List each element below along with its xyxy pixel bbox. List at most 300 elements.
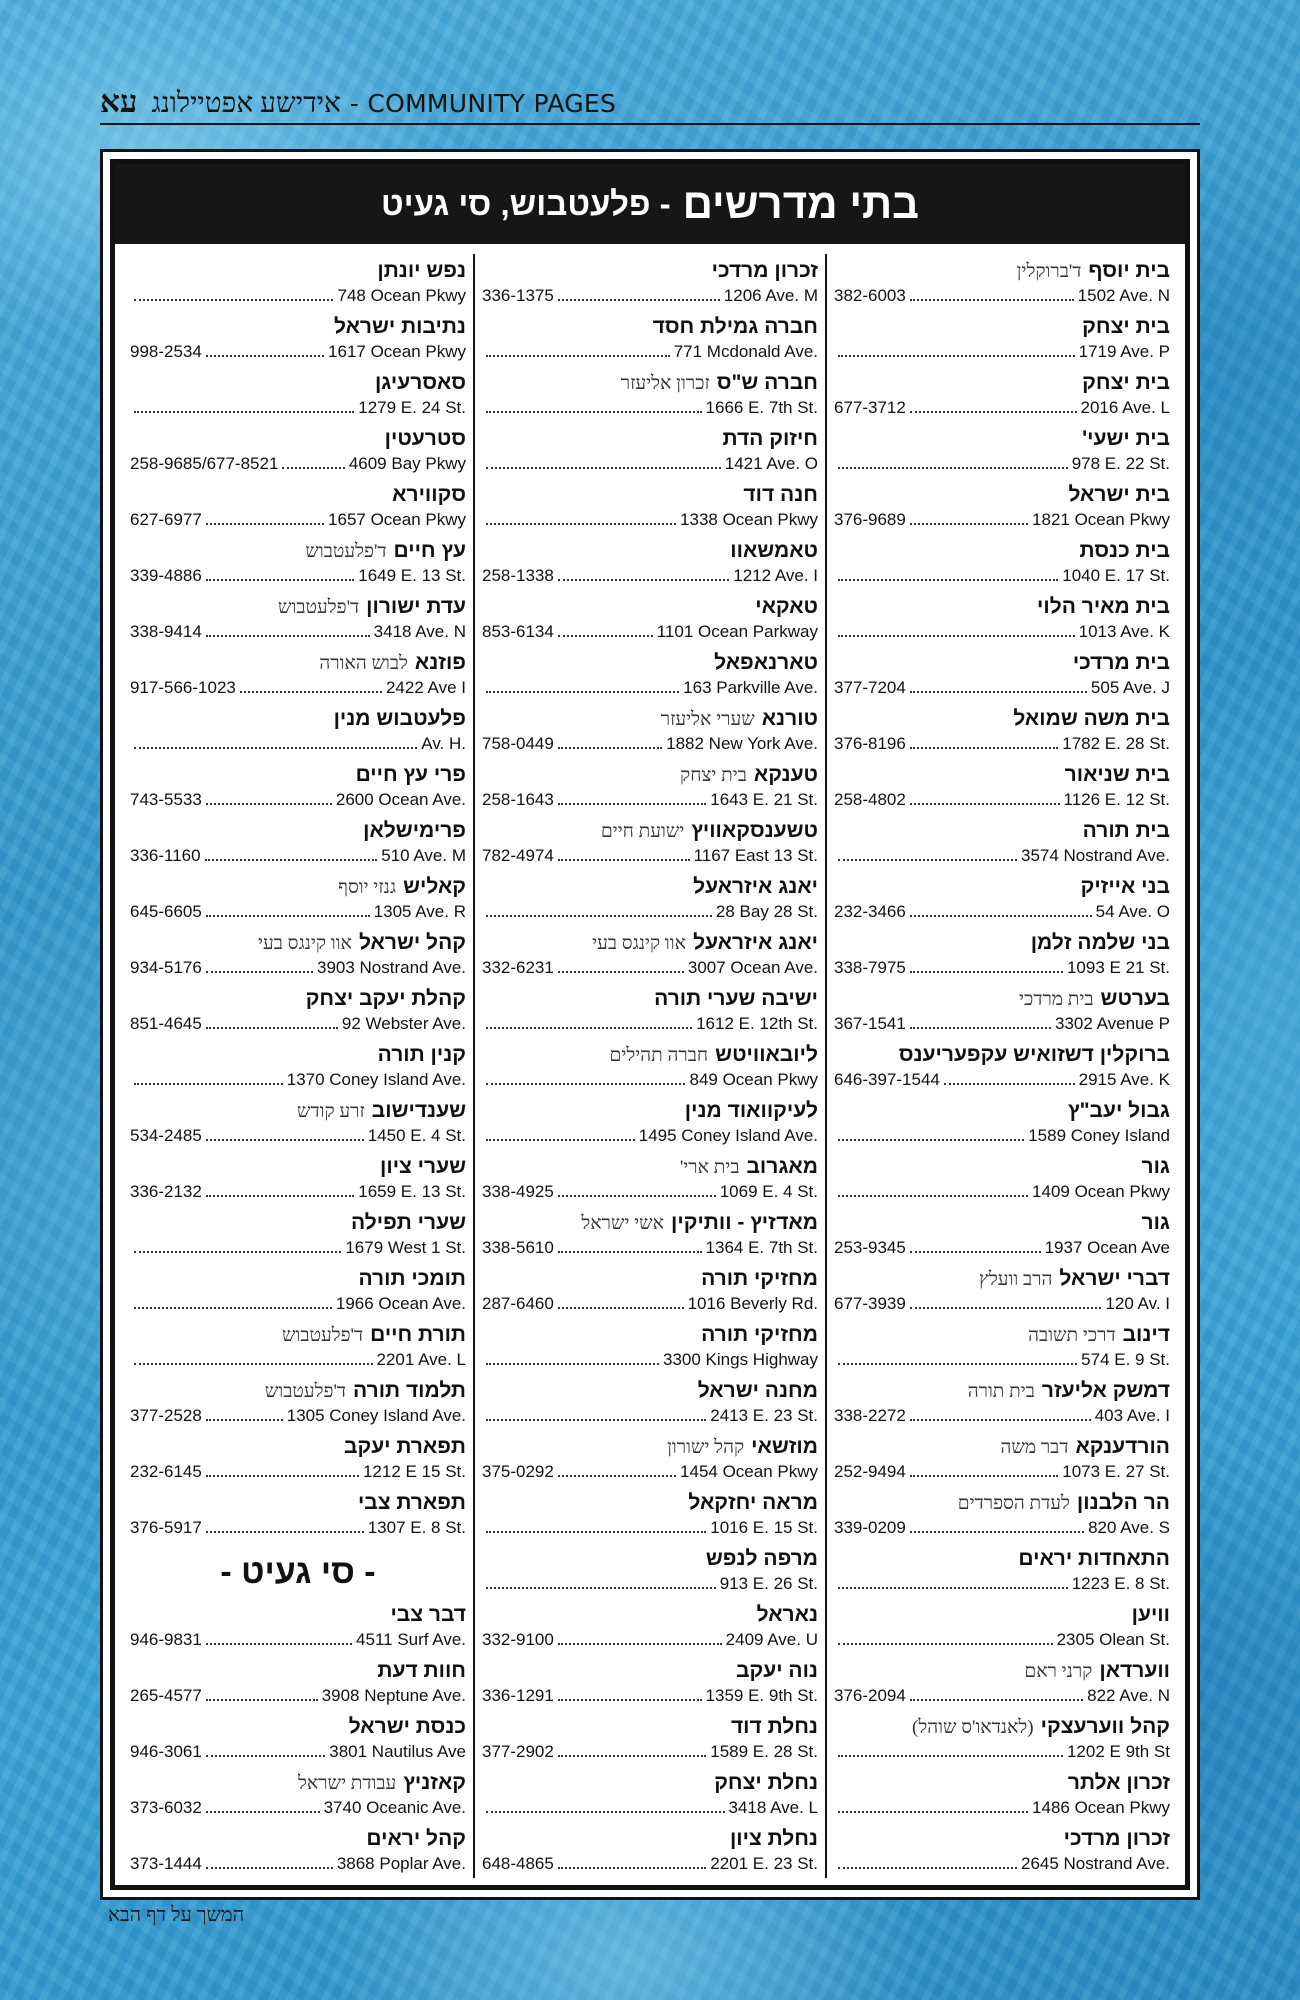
listing-entry [834,646,1170,702]
listing-phone: 367-1541 [834,1014,906,1033]
listing-address-line [482,620,818,642]
listing-name-line [130,1825,466,1852]
listing-address: 771 Mcdonald Ave. [673,342,818,361]
listing-name: בית תורה [1082,819,1170,842]
listing-address: 1364 E. 7th St. [705,1238,818,1257]
listing-address-line [130,1292,466,1314]
listing-address: 3302 Avenue P [1054,1014,1170,1033]
listing-address: 1966 Ocean Ave. [335,1294,466,1313]
dot-leader [910,747,1058,749]
listing-name-line [482,1265,818,1292]
listing-name: ישיבה שערי תורה [654,987,818,1010]
listing-entry [482,1542,818,1598]
listing-address-line [834,1740,1170,1762]
dot-leader [486,1587,716,1589]
listing-name-line [834,481,1170,508]
listing-entry [834,1094,1170,1150]
listing-address-line [130,1852,466,1874]
dot-leader [558,1195,716,1197]
listing-address: 3801 Nautilus Ave [329,1742,466,1761]
listing-entry [482,1486,818,1542]
listing-address-line [834,1796,1170,1818]
dot-leader [910,523,1028,525]
listing-name: פלעטבוש מנין [333,707,466,730]
listing-entry [130,1486,466,1542]
listing-name-line [130,1713,466,1740]
listing-address-line [834,1012,1170,1034]
listing-name-line [482,649,818,676]
listing-name: סאסרעיגן [374,371,466,394]
listing-subtitle: בית תורה [967,1381,1035,1402]
listing-address: 2413 E. 23 St. [710,1406,818,1425]
listing-entry [834,1654,1170,1710]
listing-name: גור [1141,1211,1170,1234]
listing-address: 92 Webster Ave. [341,1014,466,1033]
title-bar [115,164,1185,244]
listing-address-line [130,1796,466,1818]
listing-name: סטרעטין [384,427,466,450]
listing-name-line [482,1545,818,1572]
listing-entry [482,702,818,758]
listing-name: תפארת צבי [357,1491,466,1514]
listing-address-line [834,956,1170,978]
dot-leader [838,1811,1028,1813]
listing-entry [130,982,466,1038]
listing-address: 3007 Ocean Ave. [687,958,818,977]
listing-name: חנה דוד [743,483,818,506]
dot-leader [206,1531,364,1533]
listing-subtitle: בית ארי' [679,1157,740,1178]
dot-leader [558,1643,722,1645]
dot-leader [838,1867,1017,1869]
listing-subtitle: זרע קודש [297,1101,365,1122]
listing-entry [130,814,466,870]
dot-leader [206,1475,359,1477]
listing-address-line [834,396,1170,418]
listing-subtitle: ד'פלעטבוש [264,1381,347,1402]
listing-address: 1013 Ave. K [1078,622,1170,641]
header-rule [100,123,1200,125]
directory-column-right [825,254,1177,1878]
listing-entry [130,1430,466,1486]
listing-address: 3574 Nostrand Ave. [1020,846,1170,865]
listing-name-line [482,1769,818,1796]
listing-name: בית ישראל [1068,483,1170,506]
dot-leader [486,1811,725,1813]
listing-name: נפש יונתן [377,259,466,282]
dot-leader [206,1195,354,1197]
listing-name-line [482,537,818,564]
directory-columns [123,254,1177,1878]
title-subtitle: - פלעטבוש, סי געיט [380,185,671,222]
listing-phone: 934-5176 [130,958,202,977]
listing-address: 1359 E. 9th St. [705,1686,818,1705]
listing-address-line [482,284,818,306]
listing-phone: 382-6003 [834,286,906,305]
listing-name-line [834,1377,1170,1404]
listing-address: 822 Ave. N [1087,1686,1170,1705]
listing-name-line [834,929,1170,956]
listing-address-line [482,732,818,754]
dot-leader [910,1419,1091,1421]
listing-address-line [834,1068,1170,1090]
listing-name-line [482,1713,818,1740]
dot-leader [205,859,378,861]
listing-phone: 336-1375 [482,286,554,305]
listing-name: יאנג איזראעל [693,875,818,898]
listing-address: 1617 Ocean Pkwy [328,342,466,361]
dot-leader [558,579,729,581]
listing-name: שענדישוב [371,1099,466,1122]
listing-name: בית מאיר הלוי [1037,595,1170,618]
listing-address: 1502 Ave. N [1077,286,1170,305]
listing-address: 1206 Ave. M [723,286,818,305]
listing-address: 3740 Oceanic Ave. [323,1798,466,1817]
dot-leader [910,299,1074,301]
page-header [100,84,616,122]
listing-address-line [482,1516,818,1538]
listing-address: 2645 Nostrand Ave. [1020,1854,1170,1873]
dot-leader [240,691,382,693]
listing-entry [834,1038,1170,1094]
listing-name-line [130,1097,466,1124]
listing-phone: 258-1643 [482,790,554,809]
listing-entry [482,982,818,1038]
listing-address: 1338 Ocean Pkwy [680,510,818,529]
listing-address-line [834,1684,1170,1706]
listing-address-line [482,844,818,866]
dot-leader [206,523,324,525]
dot-leader [558,1307,684,1309]
listing-phone: 258-4802 [834,790,906,809]
listing-name: ברוקלין דשזואיש עקפעריענס [898,1043,1170,1066]
dot-leader [206,1867,333,1869]
listing-address: 1409 Ocean Pkwy [1032,1182,1170,1201]
dot-leader [206,355,324,357]
listing-phone: 627-6977 [130,510,202,529]
listing-entry [834,926,1170,982]
listing-address-line [482,788,818,810]
listing-address: 2409 Ave. U [725,1630,818,1649]
listing-address: 403 Ave. I [1094,1406,1170,1425]
listing-name: טורנא [761,707,818,730]
dot-leader [558,1867,706,1869]
listing-name-line [482,1825,818,1852]
dot-leader [910,971,1063,973]
listing-address-line [130,676,466,698]
listing-address-line [130,844,466,866]
listing-name-line [130,873,466,900]
listing-entry [130,1654,466,1710]
listing-name-line [482,985,818,1012]
listing-subtitle: ד'פלעטבוש [278,597,360,618]
listing-name-line [834,1657,1170,1684]
listing-entry [834,982,1170,1038]
listing-entry [834,478,1170,534]
listing-phone: 338-7975 [834,958,906,977]
listing-name-line [482,1657,818,1684]
listing-subtitle: אשי ישראל [581,1213,665,1234]
listing-name: התאחדות יראים [1018,1547,1170,1570]
listing-name: פרי עץ חיים [355,763,466,786]
listing-address: 2305 Olean St. [1056,1630,1170,1649]
dot-leader [486,1083,685,1085]
listing-address: 2422 Ave I [385,678,466,697]
listing-name: נחלת ציון [729,1827,818,1850]
listing-name: בית כנסת [1079,539,1170,562]
listing-address: 2915 Ave. K [1078,1070,1170,1089]
listing-address-line [482,1796,818,1818]
listing-subtitle: דבר משה [1000,1437,1069,1458]
dot-leader [206,1139,364,1141]
listing-name-line [130,1041,466,1068]
dot-leader [206,1643,352,1645]
listing-address-line [130,1404,466,1426]
listing-entry [130,702,466,758]
listing-name: בית מרדכי [1072,651,1170,674]
dot-leader [838,859,1017,861]
listing-name: בני אייזיק [1080,875,1170,898]
listing-name-line [130,817,466,844]
listing-name-line [482,1601,818,1628]
listing-entry [834,1430,1170,1486]
listing-address: 1305 Ave. R [373,902,466,921]
listing-address: 1016 E. 15 St. [710,1518,818,1537]
listing-name: טענקא [753,763,818,786]
listing-name-line [130,761,466,788]
listing-name: נתיבות ישראל [334,315,466,338]
listing-address: 1223 E. 8 St. [1071,1574,1170,1593]
listing-address-line [834,1852,1170,1874]
listing-name-line [482,705,818,732]
listing-address-line [834,284,1170,306]
listing-name-line [834,1321,1170,1348]
listing-phone: 853-6134 [482,622,554,641]
listing-entry [834,1542,1170,1598]
listing-name: טארנאפאל [714,651,818,674]
listing-address: 54 Ave. O [1095,902,1170,921]
listing-entry [834,1710,1170,1766]
listing-name: בית יוסף [1088,259,1170,282]
listing-address-line [482,396,818,418]
listing-entry [130,366,466,422]
directory-column-left [123,254,473,1878]
listing-name: חברה ש"ס [716,371,818,394]
listing-address: 120 Av. I [1105,1294,1170,1313]
listing-subtitle: ד'פלעטבוש [305,541,387,562]
dot-leader [558,1475,676,1477]
listing-entry [482,366,818,422]
listing-address-line [834,1180,1170,1202]
listing-address: 3868 Poplar Ave. [336,1854,466,1873]
listing-entry [482,1430,818,1486]
listing-phone: 743-5533 [130,790,202,809]
dot-leader [134,1083,283,1085]
dot-leader [838,1363,1077,1365]
listing-name: בית שניאור [1064,763,1170,786]
listing-name-line [130,1601,466,1628]
listing-name: שערי ציון [380,1155,466,1178]
listing-subtitle: עבודת ישראל [298,1773,397,1794]
listing-name-line [482,313,818,340]
listing-subtitle: ד'ברוקלין [1016,261,1082,282]
listing-name-line [482,1489,818,1516]
listing-address: 3418 Ave. N [373,622,466,641]
dot-leader [134,411,354,413]
listing-address-line [130,1740,466,1762]
listing-name-line [130,1321,466,1348]
dot-leader [134,1251,341,1253]
listing-name: נחלת דוד [730,1715,818,1738]
listing-name: תורת חיים [370,1323,466,1346]
listing-name: בערטש [1100,987,1170,1010]
listing-address-line [130,1460,466,1482]
listing-name-line [130,1377,466,1404]
listing-entry [130,1094,466,1150]
listing-address-line [130,564,466,586]
dot-leader [486,1419,706,1421]
listing-address-line [482,508,818,530]
listing-phone: 851-4645 [130,1014,202,1033]
listing-address-line [130,788,466,810]
dot-leader [486,1531,706,1533]
listing-entry [834,590,1170,646]
dot-leader [838,1755,1063,1757]
listing-address: 2016 Ave. L [1080,398,1170,417]
listing-address-line [130,1180,466,1202]
listing-name: לעיקוואוד מנין [684,1099,818,1122]
dot-leader [910,1251,1041,1253]
listing-address-line [482,1292,818,1314]
dot-leader [134,299,333,301]
dot-leader [838,579,1058,581]
dot-leader [910,1027,1051,1029]
listing-name: תומכי תורה [358,1267,466,1290]
listing-name: נחלת יצחק [714,1771,818,1794]
listing-address-line [130,1516,466,1538]
listing-name-line [482,1097,818,1124]
listing-name: פרימישלאן [363,819,466,842]
listing-address: 1486 Ocean Pkwy [1032,1798,1170,1817]
dot-leader [558,971,684,973]
dot-leader [558,635,653,637]
listing-name-line [130,257,466,284]
listing-name-line [130,481,466,508]
listing-phone: 646-397-1544 [834,1070,940,1089]
listing-name: הורדענקא [1075,1435,1170,1458]
listing-name: זכרון מרדכי [711,259,818,282]
listing-address: 1719 Ave. P [1078,342,1170,361]
listing-address: 1016 Beverly Rd. [687,1294,818,1313]
listing-name: מחזיקי תורה [701,1323,818,1346]
listing-entry [130,758,466,814]
listing-address: 978 E. 22 St. [1071,454,1170,473]
listing-address-line [130,1628,466,1650]
listing-phone: 336-1291 [482,1686,554,1705]
listing-phone: 232-6145 [130,1462,202,1481]
listing-name: בית ישעי' [1082,427,1170,450]
section-name: אידישע אפטיילונג [151,88,341,119]
listing-name: יאנג איזראעל [693,931,818,954]
dot-leader [558,299,720,301]
listing-name-line [130,425,466,452]
community-pages-label: - COMMUNITY PAGES [349,89,617,118]
listing-subtitle: לעדת הספרדים [957,1493,1070,1514]
listing-address: 1212 E 15 St. [362,1462,466,1481]
listing-address-line [130,620,466,642]
listing-name-line [834,761,1170,788]
listing-address: 510 Ave. M [381,846,466,865]
continued-note: המשך על דף הבא [108,1904,245,1926]
listing-entry [834,1374,1170,1430]
listing-name: קהל ישראל [358,931,466,954]
listing-entry [130,1318,466,1374]
listing-name-line [130,929,466,956]
listing-name: סקווירא [392,483,466,506]
listing-name-line [130,1433,466,1460]
listing-address-line [482,1068,818,1090]
listing-name-line [834,593,1170,620]
listing-name: זכרון מרדכי [1063,1827,1170,1850]
listing-entry [482,926,818,982]
dot-leader [838,635,1075,637]
listing-name: הר הלבנון [1076,1491,1170,1514]
dot-leader [910,1699,1083,1701]
listing-name: מרפה לנפש [705,1547,818,1570]
listing-phone: 377-2902 [482,1742,554,1761]
listing-address-line [482,1460,818,1482]
listing-name: מאדזיץ - וותיקין [671,1211,818,1234]
listing-name: בני שלמה זלמן [1030,931,1170,954]
listing-name-line [482,929,818,956]
listing-address-line [482,1852,818,1874]
dot-leader [558,1755,706,1757]
listing-address-line [482,1180,818,1202]
listing-name-line [130,1209,466,1236]
listing-address: 1454 Ocean Pkwy [680,1462,818,1481]
listing-phone: 375-0292 [482,1462,554,1481]
listing-address-line [834,1628,1170,1650]
dot-leader [206,1419,283,1421]
listing-name: קנין תורה [377,1043,466,1066]
listing-address-line [130,900,466,922]
directory-frame [100,149,1200,1900]
listing-address: 1782 E. 28 St. [1062,734,1170,753]
listing-phone: 534-2485 [130,1126,202,1145]
listing-entry [834,758,1170,814]
listing-phone: 376-2094 [834,1686,906,1705]
listing-phone: 998-2534 [130,342,202,361]
listing-entry [482,1150,818,1206]
listing-entry [834,1822,1170,1878]
listing-name: בית יצחק [1082,315,1170,338]
listing-phone: 336-2132 [130,1182,202,1201]
listing-phone: 373-1444 [130,1854,202,1873]
listing-name-line [482,817,818,844]
listing-entry [130,646,466,702]
dot-leader [910,1531,1084,1533]
listing-subtitle: בית יצחק [680,765,747,786]
listing-subtitle: דרכי תשובה [1028,1325,1116,1346]
listing-phone: 338-9414 [130,622,202,641]
dot-leader [486,1027,692,1029]
listing-entry [482,814,818,870]
listing-address-line [482,1740,818,1762]
listing-entry [482,534,818,590]
listing-name: טשענסקאוויץ [691,819,818,842]
dot-leader [206,1027,338,1029]
listing-address-line [130,732,466,754]
